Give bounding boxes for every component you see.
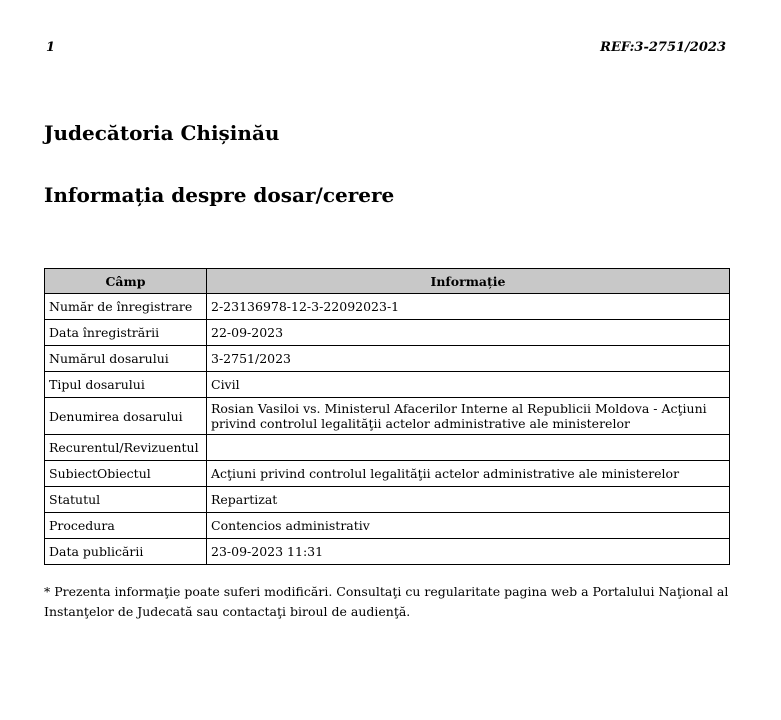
case-info-table bbox=[44, 268, 730, 565]
field-label: Data publicării bbox=[45, 539, 207, 565]
column-header-field: Câmp bbox=[45, 269, 207, 294]
table-row bbox=[45, 461, 730, 487]
table-row bbox=[45, 320, 730, 346]
table-header-row bbox=[45, 269, 730, 294]
field-value: 2-23136978-12-3-22092023-1 bbox=[207, 294, 730, 320]
table-row bbox=[45, 294, 730, 320]
column-header-information: Informație bbox=[207, 269, 730, 294]
field-label: Data înregistrării bbox=[45, 320, 207, 346]
table-row bbox=[45, 346, 730, 372]
field-value: 22-09-2023 bbox=[207, 320, 730, 346]
field-label: Numărul dosarului bbox=[45, 346, 207, 372]
table-row bbox=[45, 513, 730, 539]
field-label: SubiectObiectul bbox=[45, 461, 207, 487]
field-label: Tipul dosarului bbox=[45, 372, 207, 398]
table-row bbox=[45, 435, 730, 461]
reference-number: REF:3-2751/2023 bbox=[600, 40, 726, 55]
section-title: Informația despre dosar/cerere bbox=[44, 183, 395, 207]
field-label: Recurentul/Revizuentul bbox=[45, 435, 207, 461]
field-value: Repartizat bbox=[207, 487, 730, 513]
field-value: Rosian Vasiloi vs. Ministerul Afacerilor Interne al Republicii Moldova - Acţiuni privind controlul legalităţii actelor administrative ale ministerelor bbox=[207, 398, 730, 435]
table-row bbox=[45, 398, 730, 435]
field-label: Statutul bbox=[45, 487, 207, 513]
field-label: Număr de înregistrare bbox=[45, 294, 207, 320]
court-title: Judecătoria Chișinău bbox=[44, 121, 280, 145]
field-label: Denumirea dosarului bbox=[45, 398, 207, 435]
field-value: Civil bbox=[207, 372, 730, 398]
field-label: Procedura bbox=[45, 513, 207, 539]
table-row bbox=[45, 539, 730, 565]
table-row bbox=[45, 487, 730, 513]
field-value: 3-2751/2023 bbox=[207, 346, 730, 372]
field-value bbox=[207, 435, 730, 461]
field-value: 23-09-2023 11:31 bbox=[207, 539, 730, 565]
disclaimer-footnote: * Prezenta informaţie poate suferi modificări. Consultaţi cu regularitate pagina web a Portalului Naţional al Instanţelor de Judecată sau contactaţi biroul de audienţă. bbox=[44, 584, 729, 619]
field-value: Contencios administrativ bbox=[207, 513, 730, 539]
field-value: Acţiuni privind controlul legalităţii actelor administrative ale ministerelor bbox=[207, 461, 730, 487]
table-row bbox=[45, 372, 730, 398]
page-number: 1 bbox=[46, 40, 56, 55]
